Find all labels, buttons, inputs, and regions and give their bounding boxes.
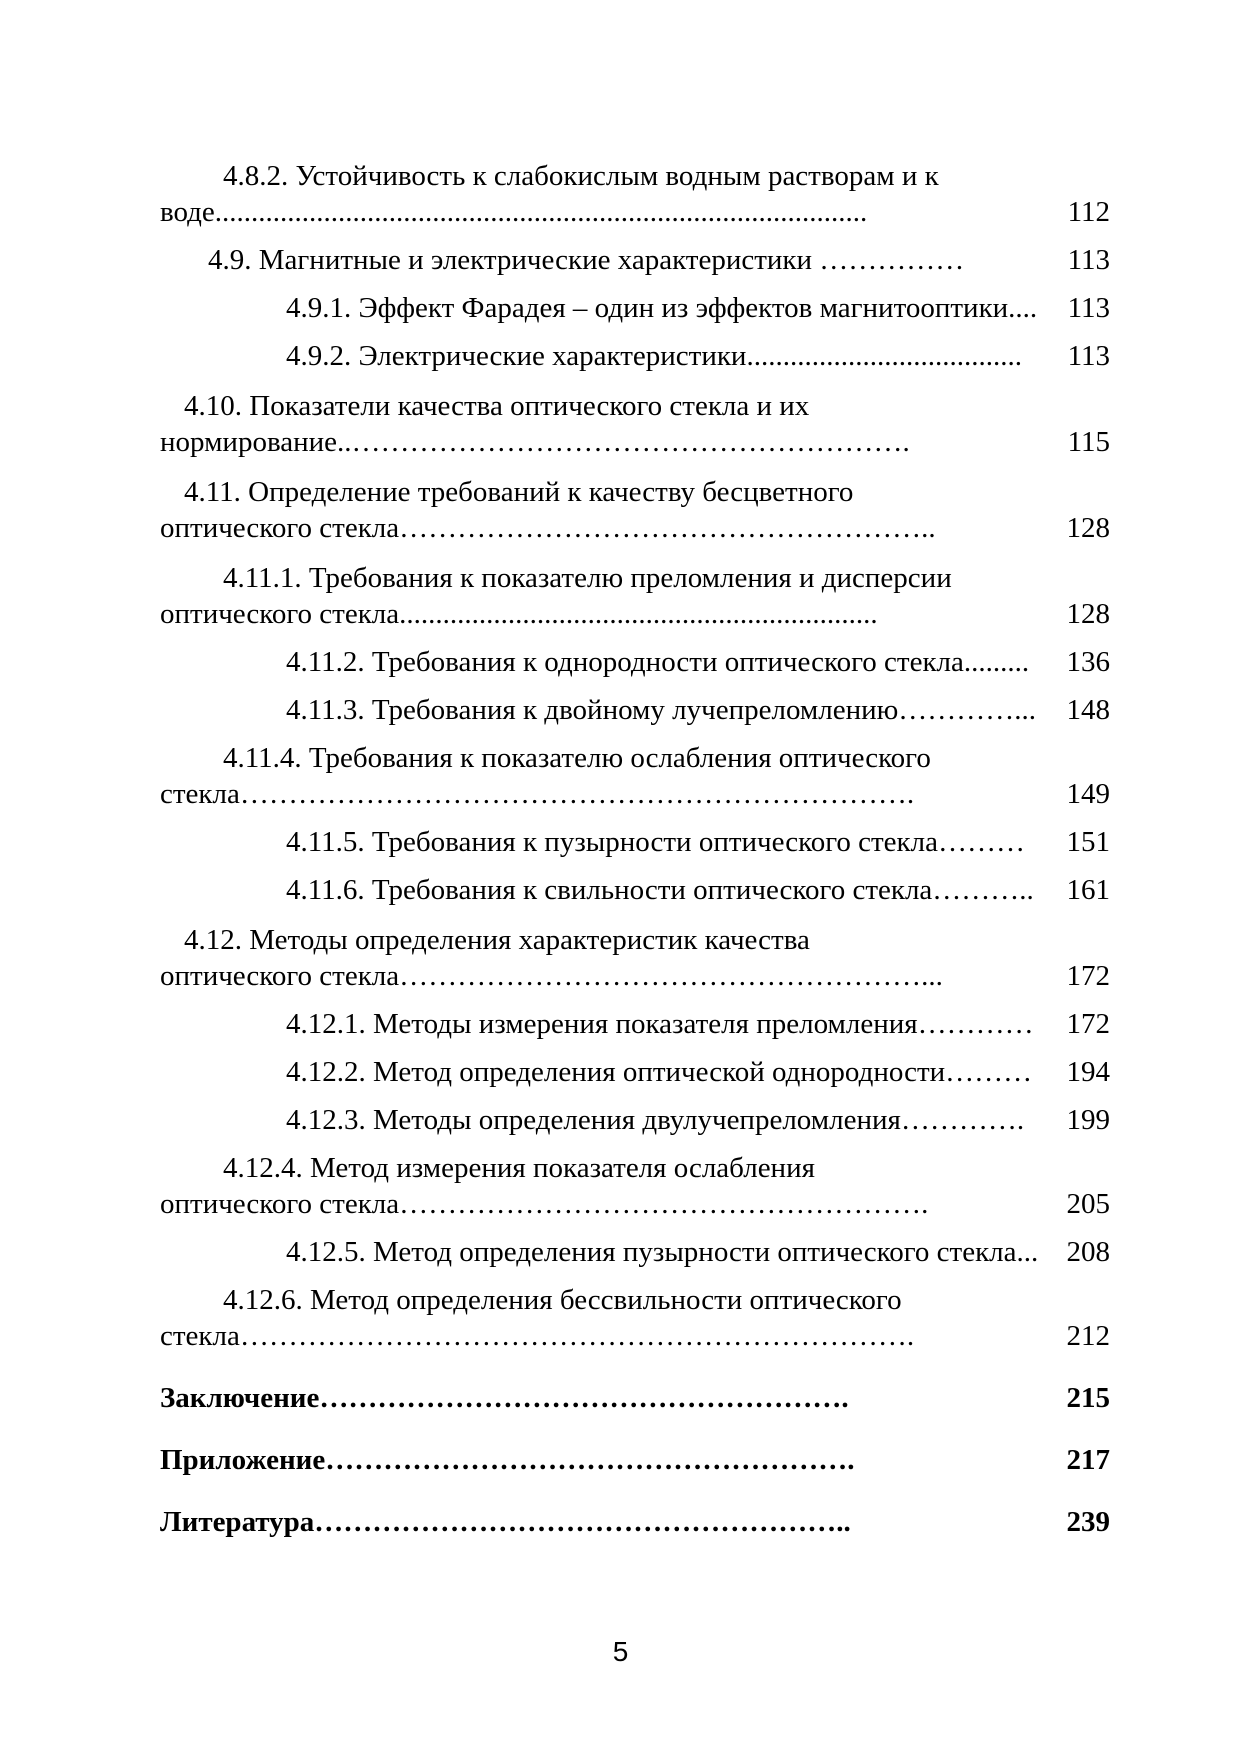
toc-entry[interactable] xyxy=(160,242,1110,278)
toc-entry-line1: 4.11.6. Требования к свильности оптического стекла……….. xyxy=(286,874,1034,906)
toc-entry-line2: нормирование..…………………………………………………. xyxy=(160,426,910,458)
toc-entry-page: 172 xyxy=(1066,960,1110,992)
toc-entry-line2: оптического стекла……………………………………………….. xyxy=(160,512,936,544)
toc-entry[interactable] xyxy=(160,290,1110,326)
toc-entry-conclusion[interactable] xyxy=(160,1380,1110,1416)
toc-entry[interactable] xyxy=(160,1054,1110,1090)
toc-entry[interactable] xyxy=(160,474,1110,546)
toc-entry-literature[interactable] xyxy=(160,1504,1110,1540)
toc-entry-page: 128 xyxy=(1066,512,1110,544)
toc-entry-page: 128 xyxy=(1066,598,1110,630)
toc-entry[interactable] xyxy=(160,1102,1110,1138)
toc-entry-page: 151 xyxy=(1066,826,1110,858)
toc-entry-page: 112 xyxy=(1067,196,1110,228)
toc-entry[interactable] xyxy=(160,560,1110,632)
toc-entry-page: 113 xyxy=(1067,244,1110,276)
toc-entry-line1: 4.12.5. Метод определения пузырности оптического стекла... xyxy=(286,1236,1039,1268)
toc-entry-line2: оптического стекла………………………………………………. xyxy=(160,1188,929,1220)
toc-entry-title xyxy=(160,1234,1060,1270)
toc-entry-line1: 4.12.6. Метод определения бессвильности оптического xyxy=(223,1284,902,1316)
toc-entry-line1: 4.8.2. Устойчивость к слабокислым водным растворам и к xyxy=(223,160,939,192)
toc-entry-page: 161 xyxy=(1066,874,1110,906)
toc-entry-line1: 4.10. Показатели качества оптического стекла и их xyxy=(184,390,810,422)
toc-entry-title xyxy=(160,338,1060,374)
toc-entry-appendix[interactable] xyxy=(160,1442,1110,1478)
toc-entry[interactable] xyxy=(160,740,1110,812)
toc-entry-page: 113 xyxy=(1067,292,1110,324)
toc-entry[interactable] xyxy=(160,872,1110,908)
toc-entry-page: 217 xyxy=(1066,1444,1110,1476)
toc-entry-title xyxy=(160,824,1060,860)
toc-entry[interactable] xyxy=(160,158,1110,230)
toc-entry[interactable] xyxy=(160,1006,1110,1042)
toc-entry-title xyxy=(160,1102,1060,1138)
toc-entry-title xyxy=(160,158,1060,230)
toc-entry-line1: Заключение………………………………………………. xyxy=(160,1382,849,1414)
toc-entry-title xyxy=(160,872,1060,908)
toc-entry-title xyxy=(160,242,1060,278)
toc-entry-line2: стекла……………………………………………………………. xyxy=(160,1320,915,1352)
toc-entry-page: 194 xyxy=(1066,1056,1110,1088)
toc-entry-line1: 4.9. Магнитные и электрические характеристики …………… xyxy=(208,244,965,276)
toc-entry-page: 205 xyxy=(1066,1188,1110,1220)
toc-entry-line1: 4.11.3. Требования к двойному лучепреломлению…………... xyxy=(286,694,1037,726)
toc-entry-title xyxy=(160,474,1060,546)
toc-entry-page: 136 xyxy=(1066,646,1110,678)
toc-entry-title xyxy=(160,1504,1060,1540)
toc-entry[interactable] xyxy=(160,388,1110,460)
page-number: 5 xyxy=(612,1636,629,1667)
toc-entry-title xyxy=(160,1150,1060,1222)
toc-entry[interactable] xyxy=(160,922,1110,994)
toc-entry-page: 215 xyxy=(1066,1382,1110,1414)
toc-entry-title xyxy=(160,644,1060,680)
toc-entry-line1: Приложение………………………………………………. xyxy=(160,1444,855,1476)
toc-entry-line1: 4.12.4. Метод измерения показателя ослабления xyxy=(223,1152,815,1184)
toc-entry-title xyxy=(160,922,1060,994)
toc-entry-title xyxy=(160,560,1060,632)
toc-entry-line1: 4.11.2. Требования к однородности оптического стекла......... xyxy=(286,646,1030,678)
toc-entry[interactable] xyxy=(160,338,1110,374)
toc-entry-page: 208 xyxy=(1066,1236,1110,1268)
toc-entry-line2: воде.......................................................................................... xyxy=(160,196,868,228)
toc-entry-title xyxy=(160,1054,1060,1090)
toc-entry-page: 199 xyxy=(1066,1104,1110,1136)
toc-entry-title xyxy=(160,290,1060,326)
toc-entry[interactable] xyxy=(160,824,1110,860)
table-of-contents xyxy=(160,158,1110,1540)
toc-entry-line1: 4.9.1. Эффект Фарадея – один из эффектов магнитооптики.... xyxy=(286,292,1038,324)
toc-entry-title xyxy=(160,740,1060,812)
toc-entry-title xyxy=(160,1006,1060,1042)
toc-entry-line2: стекла……………………………………………………………. xyxy=(160,778,915,810)
toc-entry[interactable] xyxy=(160,1282,1110,1354)
toc-entry-page: 115 xyxy=(1067,426,1110,458)
toc-entry-line1: 4.12. Методы определения характеристик качества xyxy=(184,924,810,956)
toc-entry[interactable] xyxy=(160,1234,1110,1270)
toc-entry[interactable] xyxy=(160,1150,1110,1222)
toc-entry-line1: 4.9.2. Электрические характеристики...................................... xyxy=(286,340,1022,372)
toc-entry-page: 172 xyxy=(1066,1008,1110,1040)
toc-entry-line1: 4.11.1. Требования к показателю преломления и дисперсии xyxy=(223,562,952,594)
toc-entry-page: 212 xyxy=(1066,1320,1110,1352)
toc-entry-line1: 4.11.4. Требования к показателю ослабления оптического xyxy=(223,742,931,774)
toc-entry-line2: оптического стекла………………………………………………... xyxy=(160,960,943,992)
toc-entry-page: 239 xyxy=(1066,1506,1110,1538)
toc-entry-line1: 4.12.2. Метод определения оптической однородности……… xyxy=(286,1056,1033,1088)
toc-entry-title xyxy=(160,1442,1060,1478)
toc-entry-page: 148 xyxy=(1066,694,1110,726)
toc-entry-line1: 4.11.5. Требования к пузырности оптического стекла……… xyxy=(286,826,1025,858)
toc-entry-title xyxy=(160,1380,1060,1416)
toc-entry-line1: 4.11. Определение требований к качеству бесцветного xyxy=(184,476,854,508)
toc-entry-line1: Литература……………………………………………….. xyxy=(160,1506,851,1538)
toc-entry-line1: 4.12.1. Методы измерения показателя преломления………… xyxy=(286,1008,1034,1040)
toc-entry-line2: оптического стекла.................................................................. xyxy=(160,598,878,630)
toc-entry[interactable] xyxy=(160,692,1110,728)
toc-entry-title xyxy=(160,1282,1060,1354)
toc-entry-line1: 4.12.3. Методы определения двулучепреломления…………. xyxy=(286,1104,1025,1136)
toc-entry-page: 113 xyxy=(1067,340,1110,372)
toc-entry[interactable] xyxy=(160,644,1110,680)
toc-entry-title xyxy=(160,388,1060,460)
toc-entry-page: 149 xyxy=(1066,778,1110,810)
toc-entry-title xyxy=(160,692,1060,728)
